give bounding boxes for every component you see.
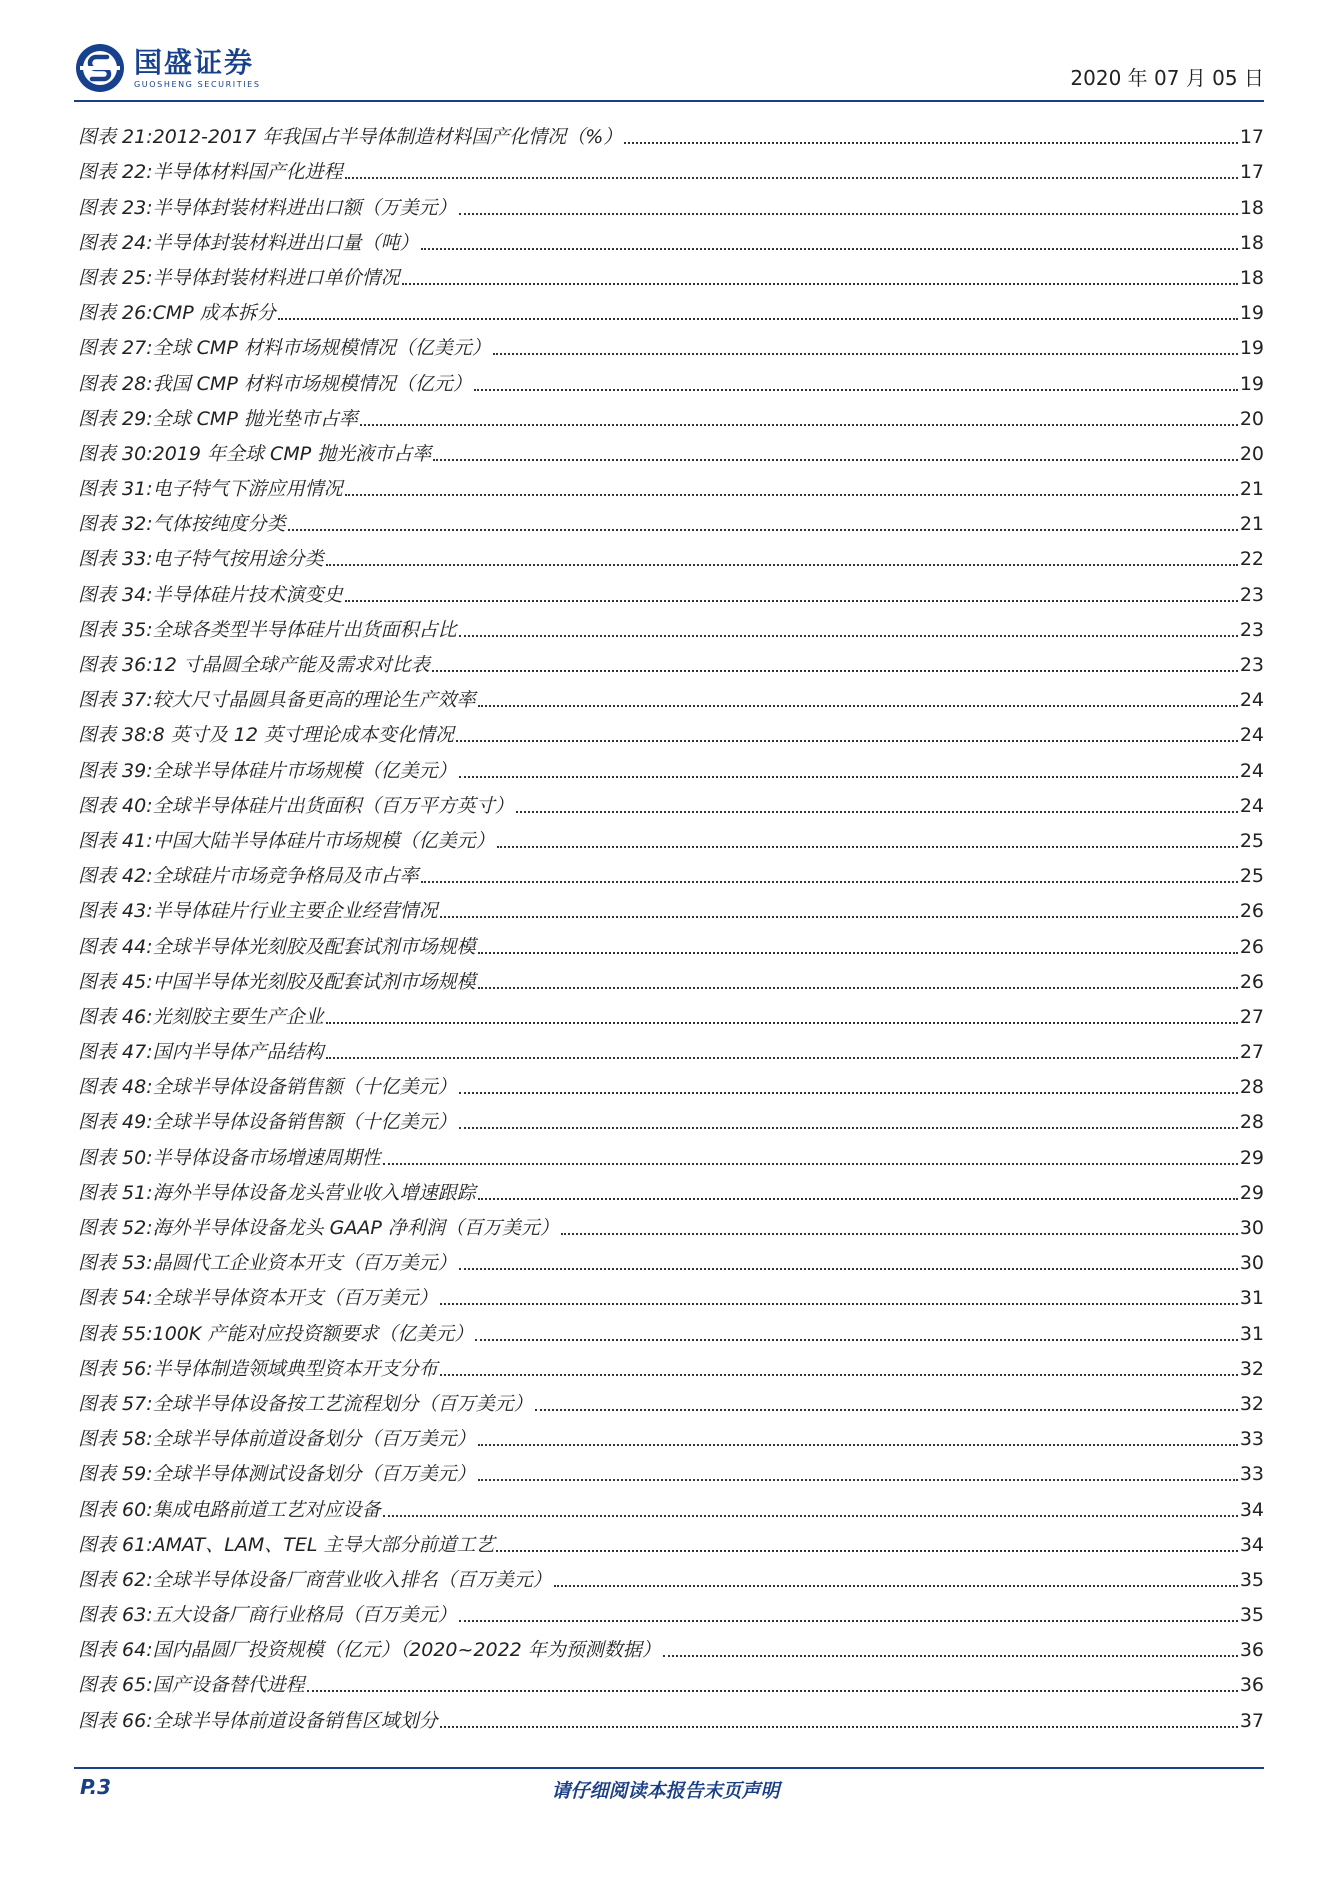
- toc-entry[interactable]: [78, 678, 1264, 713]
- toc-entry-title: 全球半导体设备厂商营业收入排名（百万美元）: [152, 1568, 552, 1591]
- toc-dot-leader: [475, 1339, 1237, 1341]
- toc-entry-label: 图表 66:: [78, 1709, 153, 1732]
- toc-entry[interactable]: [78, 502, 1264, 537]
- toc-entry-label: 图表 59:: [78, 1463, 153, 1486]
- logo-chinese-name: 国盛证券: [134, 45, 255, 79]
- toc-entry-label: 图表 44:: [78, 935, 153, 958]
- toc-entry-title: 全球半导体设备销售额（十亿美元）: [152, 1111, 457, 1134]
- toc-entry[interactable]: [78, 1030, 1264, 1065]
- toc-entry-title: 全球半导体资本开支（百万美元）: [152, 1287, 438, 1310]
- toc-entry-label: 图表 47:: [78, 1041, 153, 1064]
- toc-entry-page: 33: [1239, 1463, 1264, 1486]
- toc-entry[interactable]: [78, 995, 1264, 1030]
- toc-dot-leader: [345, 177, 1238, 179]
- toc-entry-label: 图表 40:: [78, 794, 153, 817]
- toc-entry[interactable]: [78, 889, 1264, 924]
- toc-entry-label: 图表 24:: [78, 231, 153, 254]
- toc-entry-page: 24: [1239, 724, 1264, 747]
- toc-entry-label: 图表 52:: [78, 1217, 153, 1239]
- toc-entry-label: 图表 23:: [78, 196, 153, 219]
- toc-entry-page: 19: [1239, 337, 1264, 360]
- toc-entry-title: 全球 CMP 抛光垫市占率: [152, 407, 358, 430]
- toc-entry[interactable]: [78, 1100, 1264, 1135]
- toc-dot-leader: [663, 1655, 1238, 1657]
- toc-dot-leader: [433, 459, 1238, 461]
- toc-entry[interactable]: [78, 1487, 1264, 1522]
- figure-index-list: [78, 115, 1264, 1734]
- toc-entry-label: 图表 64:: [78, 1639, 153, 1662]
- toc-dot-leader: [478, 1479, 1238, 1481]
- toc-entry-page: 31: [1239, 1322, 1264, 1345]
- toc-entry-page: 18: [1239, 266, 1264, 289]
- toc-entry[interactable]: [78, 467, 1264, 502]
- toc-entry[interactable]: [78, 784, 1264, 819]
- toc-entry-label: 图表 41:: [78, 829, 153, 852]
- toc-entry-page: 29: [1239, 1181, 1264, 1204]
- toc-entry[interactable]: [78, 748, 1264, 783]
- toc-entry-title: 全球半导体硅片市场规模（亿美元）: [152, 759, 457, 782]
- toc-entry[interactable]: [78, 1347, 1264, 1382]
- toc-entry-title: 100K 产能对应投资额要求（亿美元）: [152, 1322, 474, 1345]
- logo-english-name: GUOSHENG SECURITIES: [134, 79, 261, 89]
- toc-entry[interactable]: [78, 397, 1264, 432]
- toc-entry-title: CMP 成本拆分: [152, 302, 276, 325]
- toc-dot-leader: [561, 1233, 1238, 1235]
- toc-entry-page: 27: [1239, 1005, 1264, 1028]
- toc-dot-leader: [432, 670, 1238, 672]
- toc-entry-page: 26: [1239, 970, 1264, 993]
- toc-entry-label: 图表 58:: [78, 1428, 153, 1451]
- company-logo: [74, 42, 261, 94]
- toc-entry-label: 图表 22:: [78, 161, 153, 184]
- toc-dot-leader: [478, 1198, 1238, 1200]
- toc-entry-title: 半导体设备市场增速周期性: [152, 1146, 381, 1169]
- toc-entry[interactable]: [78, 1171, 1264, 1206]
- toc-entry-label: 图表 45:: [78, 970, 153, 993]
- toc-entry-page: 23: [1239, 654, 1264, 676]
- toc-entry[interactable]: [78, 1558, 1264, 1593]
- toc-entry-page: 21: [1239, 513, 1264, 536]
- toc-entry-title: 五大设备厂商行业格局（百万美元）: [152, 1604, 457, 1627]
- toc-dot-leader: [459, 1620, 1238, 1622]
- toc-entry-label: 图表 38:: [78, 724, 153, 747]
- toc-entry-label: 图表 57:: [78, 1392, 153, 1415]
- toc-dot-leader: [497, 846, 1238, 848]
- toc-entry-label: 图表 25:: [78, 266, 153, 289]
- toc-entry[interactable]: [78, 185, 1264, 220]
- toc-dot-leader: [307, 1690, 1238, 1692]
- toc-entry-title: 半导体封装材料进出口额（万美元）: [152, 196, 457, 219]
- toc-entry-page: 18: [1239, 196, 1264, 219]
- toc-entry-label: 图表 37:: [78, 689, 153, 712]
- guosheng-logo-icon: [74, 42, 126, 94]
- toc-entry[interactable]: [78, 713, 1264, 748]
- toc-entry-page: 17: [1239, 126, 1264, 149]
- toc-entry-page: 34: [1239, 1498, 1264, 1521]
- toc-entry-title: 中国大陆半导体硅片市场规模（亿美元）: [152, 829, 495, 852]
- toc-dot-leader: [493, 353, 1238, 355]
- toc-entry-title: 全球 CMP 材料市场规模情况（亿美元）: [152, 337, 491, 360]
- page-number: P.3: [80, 1775, 112, 1799]
- toc-entry-title: 全球半导体硅片出货面积（百万平方英寸）: [152, 794, 514, 817]
- footer-disclaimer: 请仔细阅读本报告末页声明: [551, 1780, 780, 1802]
- toc-entry-label: 图表 65:: [78, 1674, 153, 1697]
- toc-dot-leader: [478, 952, 1238, 954]
- toc-dot-leader: [459, 776, 1238, 778]
- toc-entry-label: 图表 42:: [78, 865, 153, 888]
- toc-entry-title: 晶圆代工企业资本开支（百万美元）: [152, 1252, 457, 1275]
- toc-entry[interactable]: [78, 1523, 1264, 1558]
- toc-entry-title: 全球硅片市场竞争格局及市占率: [152, 865, 419, 888]
- toc-entry-label: 图表 35:: [78, 618, 153, 641]
- toc-dot-leader: [459, 1268, 1238, 1270]
- toc-entry-label: 图表 63:: [78, 1604, 153, 1627]
- toc-entry-page: 29: [1239, 1146, 1264, 1169]
- header-divider: [74, 100, 1264, 102]
- toc-entry[interactable]: [78, 1276, 1264, 1311]
- toc-entry-label: 图表 28:: [78, 372, 153, 395]
- toc-entry-title: 全球半导体测试设备划分（百万美元）: [152, 1463, 476, 1486]
- toc-entry[interactable]: [78, 115, 1264, 150]
- toc-entry-page: 20: [1239, 407, 1264, 430]
- toc-dot-leader: [554, 1585, 1238, 1587]
- toc-entry[interactable]: [78, 1206, 1264, 1241]
- toc-entry-title: 国内晶圆厂投资规模（亿元）（2020~2022 年为预测数据）: [152, 1639, 661, 1662]
- toc-entry[interactable]: [78, 291, 1264, 326]
- toc-dot-leader: [345, 494, 1238, 496]
- toc-entry[interactable]: [78, 432, 1264, 467]
- toc-entry-label: 图表 60:: [78, 1498, 153, 1521]
- toc-entry-label: 图表 39:: [78, 759, 153, 782]
- toc-entry-title: 中国半导体光刻胶及配套试剂市场规模: [152, 970, 476, 993]
- toc-entry-title: 全球半导体前道设备划分（百万美元）: [152, 1428, 476, 1451]
- toc-entry-title: 半导体制造领域典型资本开支分布: [152, 1357, 438, 1380]
- toc-entry-title: 全球半导体设备销售额（十亿美元）: [152, 1076, 457, 1099]
- toc-dot-leader: [440, 916, 1238, 918]
- toc-dot-leader: [326, 564, 1238, 566]
- toc-entry-page: 22: [1239, 548, 1264, 571]
- toc-dot-leader: [440, 1303, 1238, 1305]
- toc-entry-page: 19: [1239, 372, 1264, 395]
- toc-entry-label: 图表 56:: [78, 1357, 153, 1380]
- toc-entry-page: 36: [1239, 1639, 1264, 1662]
- toc-entry-title: 半导体材料国产化进程: [152, 161, 343, 184]
- toc-entry-title: 全球半导体设备按工艺流程划分（百万美元）: [152, 1392, 533, 1415]
- toc-entry-label: 图表 30:: [78, 442, 153, 465]
- toc-entry-page: 26: [1239, 900, 1264, 923]
- toc-dot-leader: [440, 1374, 1238, 1376]
- toc-entry-title: 光刻胶主要生产企业: [152, 1005, 324, 1028]
- toc-entry-title: 半导体封装材料进出口量（吨）: [152, 231, 419, 254]
- toc-entry-title: 我国 CMP 材料市场规模情况（亿元）: [152, 372, 472, 395]
- toc-entry[interactable]: [78, 326, 1264, 361]
- toc-entry-title: 电子特气下游应用情况: [152, 478, 343, 501]
- toc-entry-title: 半导体硅片技术演变史: [152, 583, 343, 606]
- toc-dot-leader: [278, 318, 1238, 320]
- toc-entry[interactable]: [78, 1663, 1264, 1698]
- toc-dot-leader: [624, 142, 1238, 144]
- toc-entry-label: 图表 43:: [78, 900, 153, 923]
- toc-entry-page: 26: [1239, 935, 1264, 958]
- toc-entry-label: 图表 26:: [78, 302, 153, 325]
- toc-entry-title: 12 寸晶圆全球产能及需求对比表: [152, 654, 430, 676]
- toc-entry-label: 图表 21:: [78, 126, 153, 149]
- toc-dot-leader: [478, 1444, 1238, 1446]
- toc-entry-title: 较大尺寸晶圆具备更高的理论生产效率: [152, 689, 476, 712]
- toc-entry-title: 2012-2017 年我国占半导体制造材料国产化情况（%）: [152, 126, 623, 149]
- toc-dot-leader: [326, 1057, 1238, 1059]
- toc-entry-page: 30: [1239, 1252, 1264, 1275]
- toc-entry[interactable]: [78, 643, 1264, 678]
- page-header: [74, 42, 1264, 100]
- toc-entry-label: 图表 29:: [78, 407, 153, 430]
- toc-entry[interactable]: [78, 1417, 1264, 1452]
- toc-entry-page: 21: [1239, 478, 1264, 501]
- toc-dot-leader: [459, 213, 1238, 215]
- toc-entry-label: 图表 49:: [78, 1111, 153, 1134]
- toc-dot-leader: [440, 1726, 1238, 1728]
- toc-entry-page: 24: [1239, 759, 1264, 782]
- toc-dot-leader: [421, 881, 1238, 883]
- toc-entry[interactable]: [78, 572, 1264, 607]
- toc-entry-page: 25: [1239, 829, 1264, 852]
- toc-entry-label: 图表 31:: [78, 478, 153, 501]
- toc-entry[interactable]: [78, 1241, 1264, 1276]
- toc-entry[interactable]: [78, 608, 1264, 643]
- toc-entry-page: 24: [1239, 794, 1264, 817]
- toc-entry-page: 32: [1239, 1357, 1264, 1380]
- toc-entry-page: 25: [1239, 865, 1264, 888]
- toc-entry-page: 35: [1239, 1604, 1264, 1627]
- toc-dot-leader: [459, 1127, 1238, 1129]
- toc-entry-page: 32: [1239, 1392, 1264, 1415]
- toc-entry-page: 19: [1239, 302, 1264, 325]
- toc-entry[interactable]: [78, 221, 1264, 256]
- report-date: 2020 年 07 月 05 日: [1070, 66, 1264, 90]
- toc-dot-leader: [478, 987, 1238, 989]
- toc-entry[interactable]: [78, 537, 1264, 572]
- toc-dot-leader: [288, 529, 1238, 531]
- toc-dot-leader: [535, 1409, 1238, 1411]
- toc-entry-page: 23: [1239, 618, 1264, 641]
- toc-entry-title: 全球半导体光刻胶及配套试剂市场规模: [152, 935, 476, 958]
- toc-entry-title: 全球半导体前道设备销售区域划分: [152, 1709, 438, 1732]
- toc-entry[interactable]: [78, 819, 1264, 854]
- toc-entry-page: 31: [1239, 1287, 1264, 1310]
- toc-entry-label: 图表 27:: [78, 337, 153, 360]
- toc-entry-title: 电子特气按用途分类: [152, 548, 324, 571]
- toc-entry[interactable]: [78, 854, 1264, 889]
- toc-dot-leader: [383, 1515, 1238, 1517]
- footer-divider: [74, 1767, 1264, 1769]
- toc-entry-label: 图表 33:: [78, 548, 153, 571]
- toc-entry-title: 海外半导体设备龙头营业收入增速跟踪: [152, 1181, 476, 1204]
- toc-entry-title: AMAT、LAM、TEL 主导大部分前道工艺: [152, 1533, 495, 1556]
- toc-entry-title: 2019 年全球 CMP 抛光液市占率: [152, 442, 432, 465]
- toc-dot-leader: [516, 811, 1238, 813]
- toc-entry[interactable]: [78, 1382, 1264, 1417]
- toc-dot-leader: [402, 283, 1238, 285]
- toc-entry-page: 28: [1239, 1111, 1264, 1134]
- toc-entry-label: 图表 51:: [78, 1181, 153, 1204]
- toc-entry-title: 集成电路前道工艺对应设备: [152, 1498, 381, 1521]
- toc-entry-page: 24: [1239, 689, 1264, 712]
- toc-entry-label: 图表 48:: [78, 1076, 153, 1099]
- toc-entry-page: 28: [1239, 1076, 1264, 1099]
- toc-entry-title: 国内半导体产品结构: [152, 1041, 324, 1064]
- toc-entry-title: 全球各类型半导体硅片出货面积占比: [152, 618, 457, 641]
- toc-entry[interactable]: [78, 361, 1264, 396]
- toc-entry-page: 35: [1239, 1568, 1264, 1591]
- toc-entry-title: 半导体封装材料进口单价情况: [152, 266, 400, 289]
- toc-entry-page: 23: [1239, 583, 1264, 606]
- toc-entry[interactable]: [78, 1135, 1264, 1170]
- toc-dot-leader: [496, 1550, 1237, 1552]
- toc-entry[interactable]: [78, 1452, 1264, 1487]
- toc-entry[interactable]: [78, 1311, 1264, 1346]
- toc-entry-page: 34: [1239, 1533, 1264, 1556]
- toc-entry-title: 气体按纯度分类: [152, 513, 286, 536]
- toc-entry-label: 图表 54:: [78, 1287, 153, 1310]
- toc-entry-page: 37: [1239, 1709, 1264, 1732]
- toc-entry[interactable]: [78, 924, 1264, 959]
- toc-entry-label: 图表 46:: [78, 1005, 153, 1028]
- toc-dot-leader: [360, 424, 1238, 426]
- toc-dot-leader: [456, 740, 1238, 742]
- toc-entry[interactable]: [78, 960, 1264, 995]
- toc-entry-label: 图表 55:: [78, 1322, 153, 1345]
- toc-entry-page: 33: [1239, 1428, 1264, 1451]
- toc-entry-title: 海外半导体设备龙头 GAAP 净利润（百万美元）: [152, 1217, 559, 1239]
- toc-dot-leader: [478, 705, 1238, 707]
- toc-entry-title: 8 英寸及 12 英寸理论成本变化情况: [152, 724, 455, 747]
- toc-entry-label: 图表 62:: [78, 1568, 153, 1591]
- toc-entry[interactable]: [78, 1628, 1264, 1663]
- toc-entry[interactable]: [78, 150, 1264, 185]
- toc-dot-leader: [421, 248, 1238, 250]
- toc-entry-page: 27: [1239, 1041, 1264, 1064]
- toc-entry-title: 半导体硅片行业主要企业经营情况: [152, 900, 438, 923]
- toc-dot-leader: [345, 600, 1238, 602]
- toc-entry[interactable]: [78, 1065, 1264, 1100]
- toc-entry-page: 17: [1239, 161, 1264, 184]
- toc-entry-label: 图表 32:: [78, 513, 153, 536]
- toc-entry-label: 图表 50:: [78, 1146, 153, 1169]
- toc-entry[interactable]: [78, 1698, 1264, 1733]
- toc-entry-page: 18: [1239, 231, 1264, 254]
- toc-dot-leader: [459, 1092, 1238, 1094]
- toc-entry-page: 36: [1239, 1674, 1264, 1697]
- toc-entry-label: 图表 34:: [78, 583, 153, 606]
- toc-entry-label: 图表 53:: [78, 1252, 153, 1275]
- toc-entry[interactable]: [78, 256, 1264, 291]
- toc-entry-page: 20: [1239, 442, 1264, 465]
- toc-entry-label: 图表 61:: [78, 1533, 153, 1556]
- toc-entry-page: 30: [1239, 1217, 1264, 1239]
- toc-entry-title: 国产设备替代进程: [152, 1674, 305, 1697]
- toc-dot-leader: [474, 389, 1238, 391]
- toc-entry[interactable]: [78, 1593, 1264, 1628]
- toc-entry-label: 图表 36:: [78, 654, 153, 676]
- toc-dot-leader: [326, 1022, 1238, 1024]
- toc-dot-leader: [459, 635, 1238, 637]
- toc-dot-leader: [383, 1163, 1238, 1165]
